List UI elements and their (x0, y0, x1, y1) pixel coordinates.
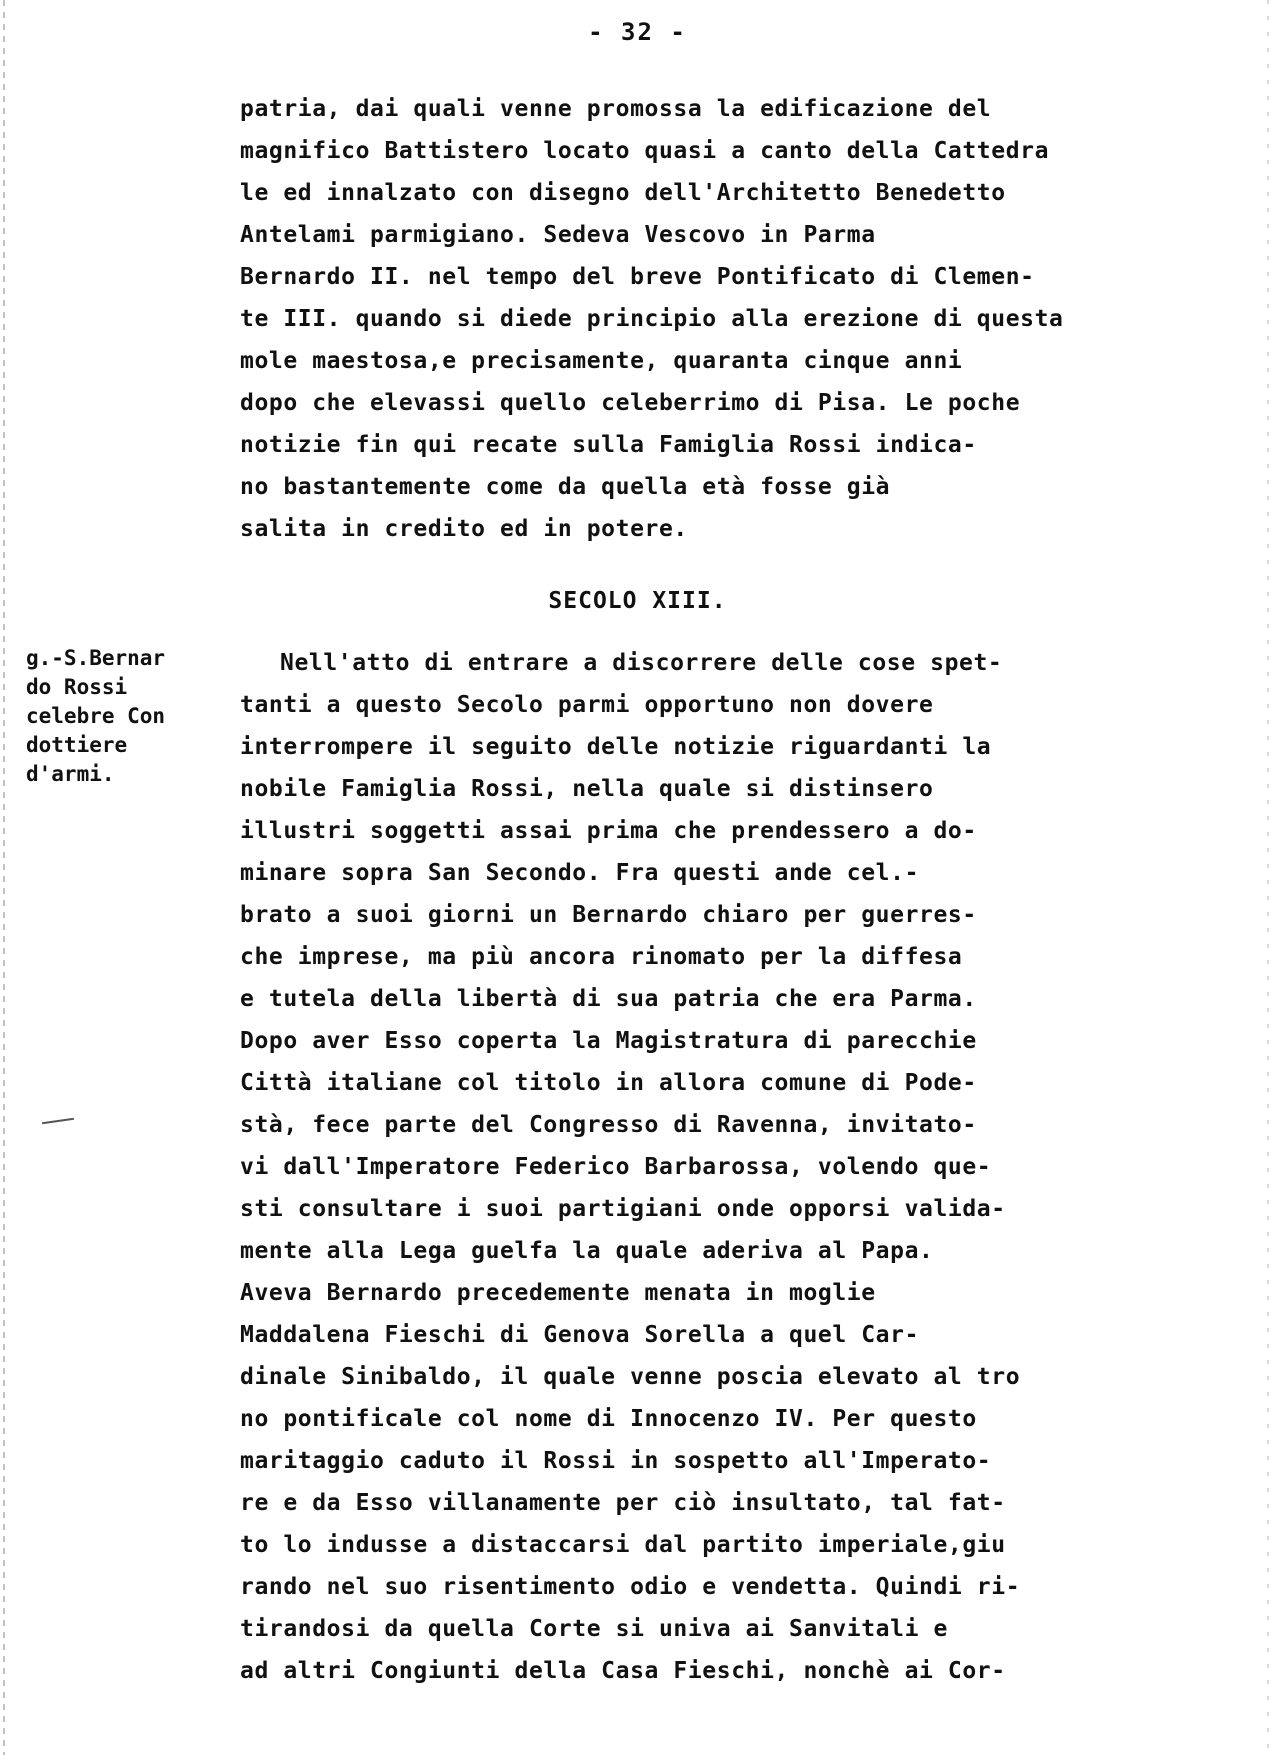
margin-note (26, 644, 165, 789)
margin-scribble (42, 1118, 74, 1124)
margin-note-line: d'armi. (26, 762, 115, 786)
text-line: notizie fin qui recate sulla Famiglia Rossi indica- (240, 432, 977, 458)
text-line: ad altri Congiunti della Casa Fieschi, nonchè ai Cor- (240, 1658, 1006, 1684)
text-line: stà, fece parte del Congresso di Ravenna, invitato- (240, 1112, 977, 1138)
text-line: dinale Sinibaldo, il quale venne poscia elevato al tro (240, 1364, 1021, 1390)
text-line: Antelami parmigiano. Sedeva Vescovo in Parma (240, 222, 876, 248)
text-line: re e da Esso villanamente per ciò insultato, tal fat- (240, 1490, 1006, 1516)
text-line: Città italiane col titolo in allora comune di Pode- (240, 1070, 977, 1096)
text-line: le ed innalzato con disegno dell'Architetto Benedetto (240, 180, 1006, 206)
text-line: interrompere il seguito delle notizie riguardanti la (240, 734, 992, 760)
margin-note-line: dottiere (26, 733, 128, 757)
text-line: to lo indusse a distaccarsi dal partito imperiale,giu (240, 1532, 1006, 1558)
text-line: minare sopra San Secondo. Fra questi ande cel.- (240, 860, 920, 886)
text-line: Dopo aver Esso coperta la Magistratura di parecchie (240, 1028, 977, 1054)
text-line: mole maestosa,e precisamente, quaranta cinque anni (240, 348, 963, 374)
text-line: maritaggio caduto il Rossi in sospetto all'Imperato- (240, 1448, 992, 1474)
page-number: - 32 - (588, 18, 687, 46)
text-line: no bastantemente come da quella età fosse già (240, 474, 891, 500)
text-line: patria, dai quali venne promossa la edificazione del (240, 96, 992, 122)
margin-note-line: g.-S.Bernar (26, 646, 166, 670)
text-line: nobile Famiglia Rossi, nella quale si distinsero (240, 776, 934, 802)
left-binding-edge (3, 0, 5, 1755)
margin-note-line: do Rossi (26, 675, 128, 699)
text-line: salita in credito ed in potere. (240, 516, 688, 542)
text-line: magnifico Battistero locato quasi a canto della Cattedra (240, 138, 1050, 164)
text-line: che imprese, ma più ancora rinomato per la diffesa (240, 944, 963, 970)
text-line: illustri soggetti assai prima che prendessero a do- (240, 818, 977, 844)
text-line: Nell'atto di entrare a discorrere delle cose spet- (280, 650, 1003, 676)
right-page-edge (1267, 0, 1269, 1755)
text-line: tanti a questo Secolo parmi opportuno non dovere (240, 692, 934, 718)
text-line: no pontificale col nome di Innocenzo IV. Per questo (240, 1406, 977, 1432)
margin-note-line: celebre Con (26, 704, 166, 728)
text-line: brato a suoi giorni un Bernardo chiaro per guerres- (240, 902, 977, 928)
section-heading: SECOLO XIII. (548, 588, 727, 614)
text-line: Bernardo II. nel tempo del breve Pontificato di Clemen- (240, 264, 1035, 290)
text-line: sti consultare i suoi partigiani onde opporsi valida- (240, 1196, 1006, 1222)
text-line: e tutela della libertà di sua patria che era Parma. (240, 986, 977, 1012)
text-line: Aveva Bernardo precedemente menata in moglie (240, 1280, 876, 1306)
text-line: Maddalena Fieschi di Genova Sorella a quel Car- (240, 1322, 920, 1348)
text-line: tirandosi da quella Corte si univa ai Sanvitali e (240, 1616, 948, 1642)
text-line: dopo che elevassi quello celeberrimo di Pisa. Le poche (240, 390, 1021, 416)
text-line: vi dall'Imperatore Federico Barbarossa, volendo que- (240, 1154, 992, 1180)
text-line: rando nel suo risentimento odio e vendetta. Quindi ri- (240, 1574, 1021, 1600)
text-line: te III. quando si diede principio alla erezione di questa (240, 306, 1064, 332)
text-line: mente alla Lega guelfa la quale aderiva al Papa. (240, 1238, 934, 1264)
